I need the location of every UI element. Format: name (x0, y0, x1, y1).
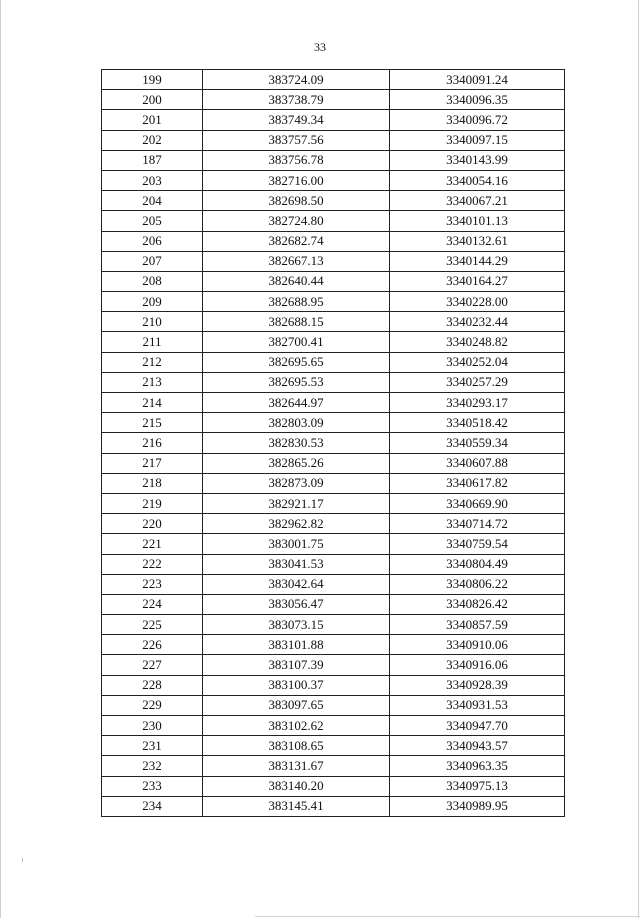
x-coordinate-cell: 383749.34 (203, 110, 390, 130)
y-coordinate-cell: 3340164.27 (390, 271, 565, 291)
table-row (102, 534, 565, 554)
x-coordinate-cell: 383738.79 (203, 90, 390, 110)
x-coordinate-cell: 382830.53 (203, 433, 390, 453)
y-coordinate-cell: 3340096.72 (390, 110, 565, 130)
page-right-edge (638, 0, 639, 918)
point-id-cell: 223 (102, 574, 203, 594)
x-coordinate-cell: 383101.88 (203, 635, 390, 655)
point-id-cell: 227 (102, 655, 203, 675)
table-row (102, 615, 565, 635)
y-coordinate-cell: 3340143.99 (390, 150, 565, 170)
point-id-cell: 212 (102, 352, 203, 372)
y-coordinate-cell: 3340963.35 (390, 756, 565, 776)
point-id-cell: 203 (102, 170, 203, 190)
table-row (102, 756, 565, 776)
table-row (102, 675, 565, 695)
x-coordinate-cell: 382644.97 (203, 393, 390, 413)
table-row (102, 796, 565, 816)
x-coordinate-cell: 382865.26 (203, 453, 390, 473)
point-id-cell: 231 (102, 736, 203, 756)
y-coordinate-cell: 3340228.00 (390, 292, 565, 312)
y-coordinate-cell: 3340248.82 (390, 332, 565, 352)
x-coordinate-cell: 383042.64 (203, 574, 390, 594)
x-coordinate-cell: 383073.15 (203, 615, 390, 635)
coordinate-table (101, 69, 565, 817)
table-row (102, 150, 565, 170)
table-row (102, 554, 565, 574)
point-id-cell: 225 (102, 615, 203, 635)
table-row (102, 594, 565, 614)
y-coordinate-cell: 3340989.95 (390, 796, 565, 816)
table-row (102, 372, 565, 392)
point-id-cell: 224 (102, 594, 203, 614)
point-id-cell: 201 (102, 110, 203, 130)
y-coordinate-cell: 3340096.35 (390, 90, 565, 110)
y-coordinate-cell: 3340806.22 (390, 574, 565, 594)
point-id-cell: 232 (102, 756, 203, 776)
x-coordinate-cell: 383097.65 (203, 695, 390, 715)
point-id-cell: 216 (102, 433, 203, 453)
point-id-cell: 199 (102, 70, 203, 90)
point-id-cell: 202 (102, 130, 203, 150)
point-id-cell: 208 (102, 271, 203, 291)
x-coordinate-cell: 383108.65 (203, 736, 390, 756)
coordinate-table-body (102, 70, 565, 817)
y-coordinate-cell: 3340910.06 (390, 635, 565, 655)
point-id-cell: 210 (102, 312, 203, 332)
y-coordinate-cell: 3340931.53 (390, 695, 565, 715)
table-row (102, 191, 565, 211)
x-coordinate-cell: 383131.67 (203, 756, 390, 776)
table-row (102, 716, 565, 736)
point-id-cell: 213 (102, 372, 203, 392)
table-row (102, 70, 565, 90)
y-coordinate-cell: 3340232.44 (390, 312, 565, 332)
y-coordinate-cell: 3340617.82 (390, 473, 565, 493)
page-number: 33 (314, 40, 326, 54)
y-coordinate-cell: 3340943.57 (390, 736, 565, 756)
point-id-cell: 215 (102, 413, 203, 433)
scan-bottom-edge (255, 916, 640, 917)
coordinate-table-container (101, 69, 565, 817)
x-coordinate-cell: 383056.47 (203, 594, 390, 614)
y-coordinate-cell: 3340714.72 (390, 514, 565, 534)
x-coordinate-cell: 383724.09 (203, 70, 390, 90)
table-row (102, 332, 565, 352)
table-row (102, 90, 565, 110)
table-row (102, 655, 565, 675)
page-left-edge (0, 0, 1, 918)
x-coordinate-cell: 383145.41 (203, 796, 390, 816)
point-id-cell: 229 (102, 695, 203, 715)
x-coordinate-cell: 382688.95 (203, 292, 390, 312)
point-id-cell: 233 (102, 776, 203, 796)
x-coordinate-cell: 383102.62 (203, 716, 390, 736)
x-coordinate-cell: 382688.15 (203, 312, 390, 332)
y-coordinate-cell: 3340916.06 (390, 655, 565, 675)
scan-mark (22, 858, 23, 862)
x-coordinate-cell: 382682.74 (203, 231, 390, 251)
table-row (102, 130, 565, 150)
y-coordinate-cell: 3340669.90 (390, 493, 565, 513)
point-id-cell: 220 (102, 514, 203, 534)
x-coordinate-cell: 382962.82 (203, 514, 390, 534)
point-id-cell: 214 (102, 393, 203, 413)
table-row (102, 251, 565, 271)
y-coordinate-cell: 3340252.04 (390, 352, 565, 372)
x-coordinate-cell: 383001.75 (203, 534, 390, 554)
point-id-cell: 200 (102, 90, 203, 110)
x-coordinate-cell: 383107.39 (203, 655, 390, 675)
table-row (102, 736, 565, 756)
point-id-cell: 230 (102, 716, 203, 736)
x-coordinate-cell: 382873.09 (203, 473, 390, 493)
y-coordinate-cell: 3340054.16 (390, 170, 565, 190)
table-row (102, 635, 565, 655)
y-coordinate-cell: 3340101.13 (390, 211, 565, 231)
table-row (102, 776, 565, 796)
x-coordinate-cell: 382640.44 (203, 271, 390, 291)
y-coordinate-cell: 3340293.17 (390, 393, 565, 413)
y-coordinate-cell: 3340518.42 (390, 413, 565, 433)
y-coordinate-cell: 3340067.21 (390, 191, 565, 211)
point-id-cell: 219 (102, 493, 203, 513)
table-row (102, 312, 565, 332)
point-id-cell: 234 (102, 796, 203, 816)
table-row (102, 433, 565, 453)
y-coordinate-cell: 3340975.13 (390, 776, 565, 796)
point-id-cell: 204 (102, 191, 203, 211)
x-coordinate-cell: 382695.65 (203, 352, 390, 372)
table-row (102, 695, 565, 715)
point-id-cell: 187 (102, 150, 203, 170)
x-coordinate-cell: 382716.00 (203, 170, 390, 190)
x-coordinate-cell: 382724.80 (203, 211, 390, 231)
y-coordinate-cell: 3340804.49 (390, 554, 565, 574)
y-coordinate-cell: 3340144.29 (390, 251, 565, 271)
y-coordinate-cell: 3340759.54 (390, 534, 565, 554)
y-coordinate-cell: 3340091.24 (390, 70, 565, 90)
point-id-cell: 226 (102, 635, 203, 655)
x-coordinate-cell: 382700.41 (203, 332, 390, 352)
y-coordinate-cell: 3340947.70 (390, 716, 565, 736)
table-row (102, 453, 565, 473)
table-row (102, 393, 565, 413)
table-row (102, 231, 565, 251)
point-id-cell: 205 (102, 211, 203, 231)
x-coordinate-cell: 383140.20 (203, 776, 390, 796)
y-coordinate-cell: 3340097.15 (390, 130, 565, 150)
x-coordinate-cell: 383756.78 (203, 150, 390, 170)
table-row (102, 413, 565, 433)
y-coordinate-cell: 3340257.29 (390, 372, 565, 392)
x-coordinate-cell: 383100.37 (203, 675, 390, 695)
y-coordinate-cell: 3340132.61 (390, 231, 565, 251)
x-coordinate-cell: 382695.53 (203, 372, 390, 392)
point-id-cell: 228 (102, 675, 203, 695)
table-row (102, 574, 565, 594)
table-row (102, 170, 565, 190)
point-id-cell: 209 (102, 292, 203, 312)
y-coordinate-cell: 3340559.34 (390, 433, 565, 453)
point-id-cell: 211 (102, 332, 203, 352)
y-coordinate-cell: 3340607.88 (390, 453, 565, 473)
table-row (102, 473, 565, 493)
table-row (102, 292, 565, 312)
point-id-cell: 207 (102, 251, 203, 271)
point-id-cell: 217 (102, 453, 203, 473)
table-row (102, 271, 565, 291)
table-row (102, 211, 565, 231)
point-id-cell: 218 (102, 473, 203, 493)
y-coordinate-cell: 3340826.42 (390, 594, 565, 614)
point-id-cell: 206 (102, 231, 203, 251)
point-id-cell: 221 (102, 534, 203, 554)
x-coordinate-cell: 383757.56 (203, 130, 390, 150)
x-coordinate-cell: 382698.50 (203, 191, 390, 211)
table-row (102, 352, 565, 372)
table-row (102, 110, 565, 130)
table-row (102, 493, 565, 513)
x-coordinate-cell: 382803.09 (203, 413, 390, 433)
x-coordinate-cell: 383041.53 (203, 554, 390, 574)
x-coordinate-cell: 382667.13 (203, 251, 390, 271)
point-id-cell: 222 (102, 554, 203, 574)
y-coordinate-cell: 3340928.39 (390, 675, 565, 695)
y-coordinate-cell: 3340857.59 (390, 615, 565, 635)
table-row (102, 514, 565, 534)
x-coordinate-cell: 382921.17 (203, 493, 390, 513)
